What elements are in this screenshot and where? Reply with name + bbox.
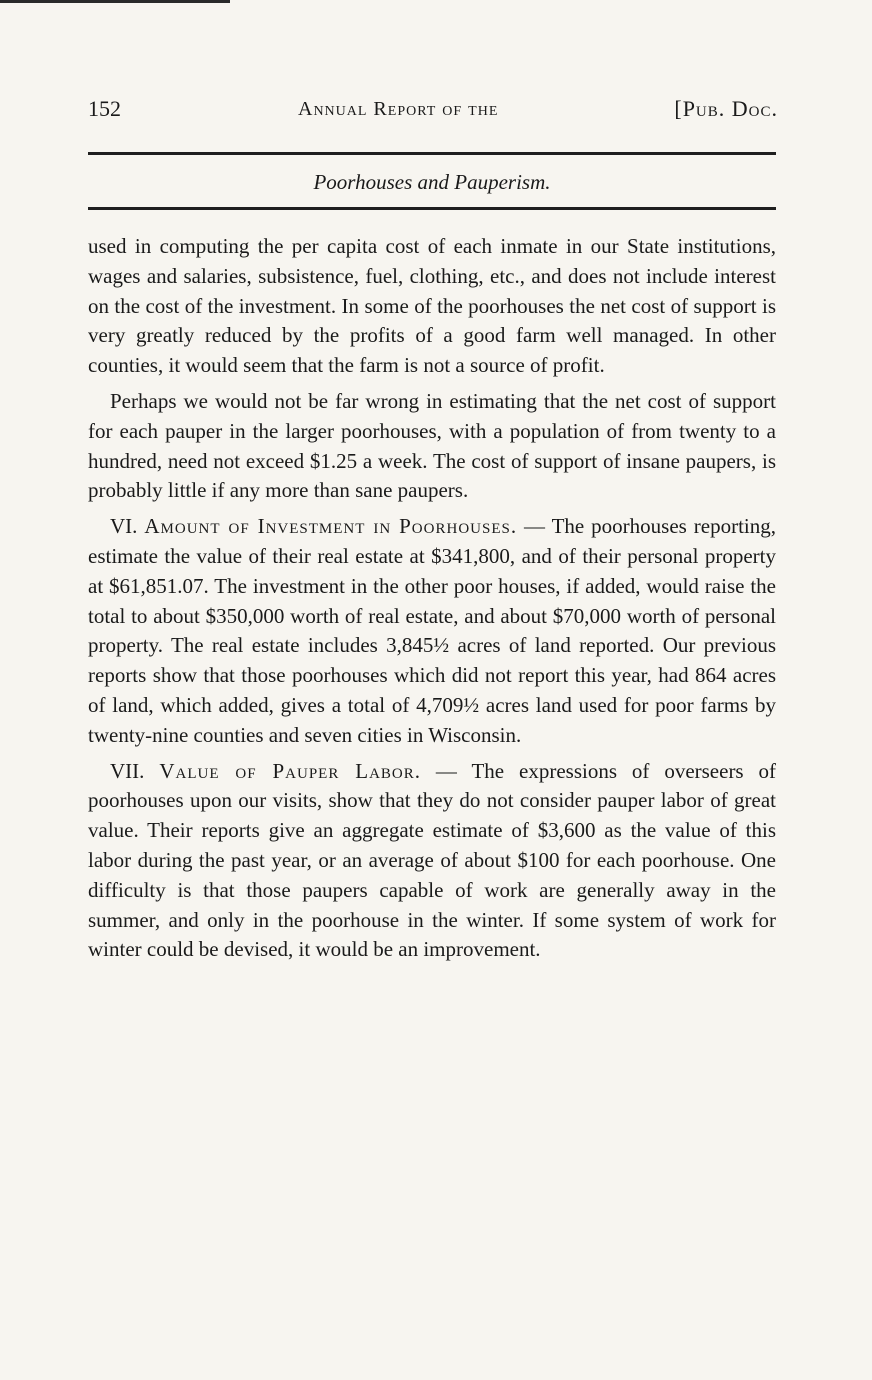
header-rule-bottom: [88, 207, 776, 210]
paragraph-investment: [88, 512, 776, 750]
section-six-body: — The poorhouses reporting, estimate the value of their real estate at $341,800, and of their personal property at $61,851.07. The investment in the other poor houses, if added, would raise the total to about $350,000 worth of real estate, and about $70,000 worth of personal property. The real estate includes 3,845½ acres of land reported. Our previous reports show that those poorhouses which did not report this year, had 864 acres of land, which added, gives a total of 4,709½ acres land used for poor farms by twenty-nine counties and seven cities in Wisconsin.: [88, 514, 777, 747]
running-header: [88, 96, 778, 130]
publication-document-label: [Pub. Doc.: [674, 96, 778, 121]
header-rule-top: [88, 152, 776, 155]
section-six-number: VI.: [110, 514, 138, 539]
page-number: 152: [88, 96, 121, 121]
paragraph-net-cost: Perhaps we would not be far wrong in estimating that the net cost of support for each pauper in the larger poorhouses, with a population of from twenty to a hundred, need not exceed $1.25 a week. The cost of support of insane paupers, is probably little if any more than sane paupers.: [88, 388, 776, 503]
section-seven-heading: Value of Pauper Labor.: [159, 758, 421, 783]
page-top-edge: [0, 0, 230, 3]
section-six-heading: Amount of Investment in Poorhouses.: [144, 514, 518, 539]
body-text: [88, 232, 776, 971]
section-title: Poorhouses and Pauperism.: [313, 170, 551, 194]
section-seven-number: VII.: [110, 758, 145, 783]
paragraph-continued-cost: used in computing the per capita cost of each inmate in our State institutions, wages and salaries, subsistence, fuel, clothing, etc., and does not include interest on the cost of the investment. In some of the poorhouses the net cost of support is very greatly reduced by the profits of a good farm well managed. In other counties, it would seem that the farm is not a source of profit.: [88, 234, 776, 378]
section-seven-body: — The expressions of overseers of poorhouses upon our visits, show that they do not consider pauper labor of great value. Their reports give an aggregate estimate of $3,600 as the value of this labor during the past year, or an average of about $100 for each poorhouse. One difficulty is that those paupers capable of work are generally away in the summer, and only in the poorhouse in the winter. If some system of work for winter could be devised, it would be an improvement.: [88, 758, 777, 962]
report-title: Annual Report of the: [298, 98, 499, 120]
paragraph-pauper-labor: [88, 757, 776, 966]
